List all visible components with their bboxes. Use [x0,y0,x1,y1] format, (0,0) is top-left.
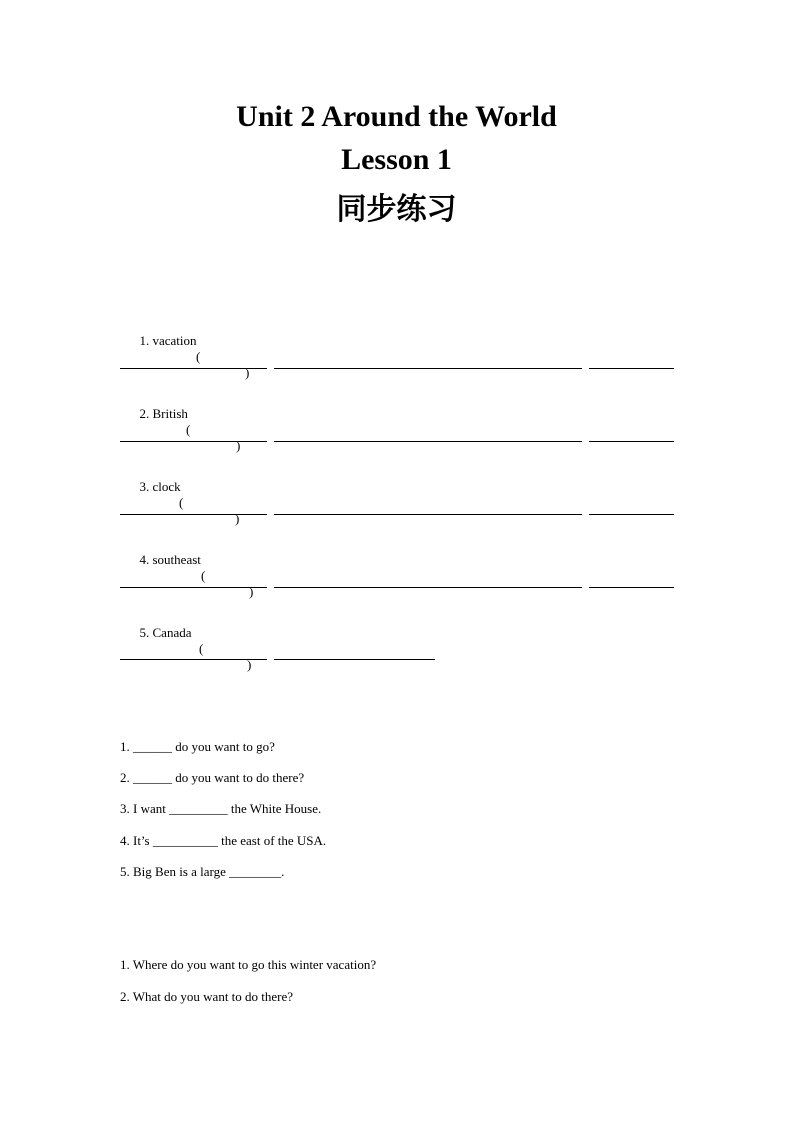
paren-close: ) [236,438,241,453]
fill-in-item: 1. ______ do you want to go? [120,739,275,754]
answer-line[interactable] [274,441,582,442]
title-practice: 同步练习 [336,192,457,227]
vocab-item [120,536,254,616]
answer-line[interactable] [120,441,267,442]
answer-line[interactable] [274,368,582,369]
paren-close: ) [247,657,252,672]
vocab-item [120,317,250,397]
answer-line[interactable] [120,659,267,660]
fill-in-item: 4. It’s __________ the east of the USA. [120,833,327,848]
fill-in-item: 2. ______ do you want to do there? [120,770,305,785]
title-lesson: Lesson 1 [341,143,452,176]
vocab-item [120,390,241,470]
answer-line[interactable] [589,514,674,515]
question-item: 1. Where do you want to go this winter vacation? [120,957,377,972]
answer-line[interactable] [274,659,435,660]
paren-open: ( [199,641,204,656]
vocab-word: 5. Canada [139,625,192,640]
answer-line[interactable] [274,587,582,588]
vocab-item [120,463,240,543]
fill-in-item: 5. Big Ben is a large ________. [120,864,285,879]
vocab-word: 2. British [139,406,188,421]
vocab-word: 1. vacation [139,333,197,348]
answer-line[interactable] [589,441,674,442]
paren-close: ) [235,511,240,526]
paren-open: ( [186,422,191,437]
vocab-word: 3. clock [139,479,181,494]
answer-line[interactable] [274,514,582,515]
paren-close: ) [249,584,254,599]
paren-close: ) [245,365,250,380]
vocab-item [120,609,252,689]
answer-line[interactable] [589,587,674,588]
paren-open: ( [179,495,184,510]
paren-open: ( [201,568,206,583]
vocab-word: 4. southeast [139,552,201,567]
title-unit: Unit 2 Around the World [236,100,557,133]
paren-open: ( [196,349,201,364]
answer-line[interactable] [120,368,267,369]
answer-line[interactable] [120,587,267,588]
answer-line[interactable] [120,514,267,515]
fill-in-item: 3. I want _________ the White House. [120,801,322,816]
question-item: 2. What do you want to do there? [120,989,294,1004]
answer-line[interactable] [589,368,674,369]
